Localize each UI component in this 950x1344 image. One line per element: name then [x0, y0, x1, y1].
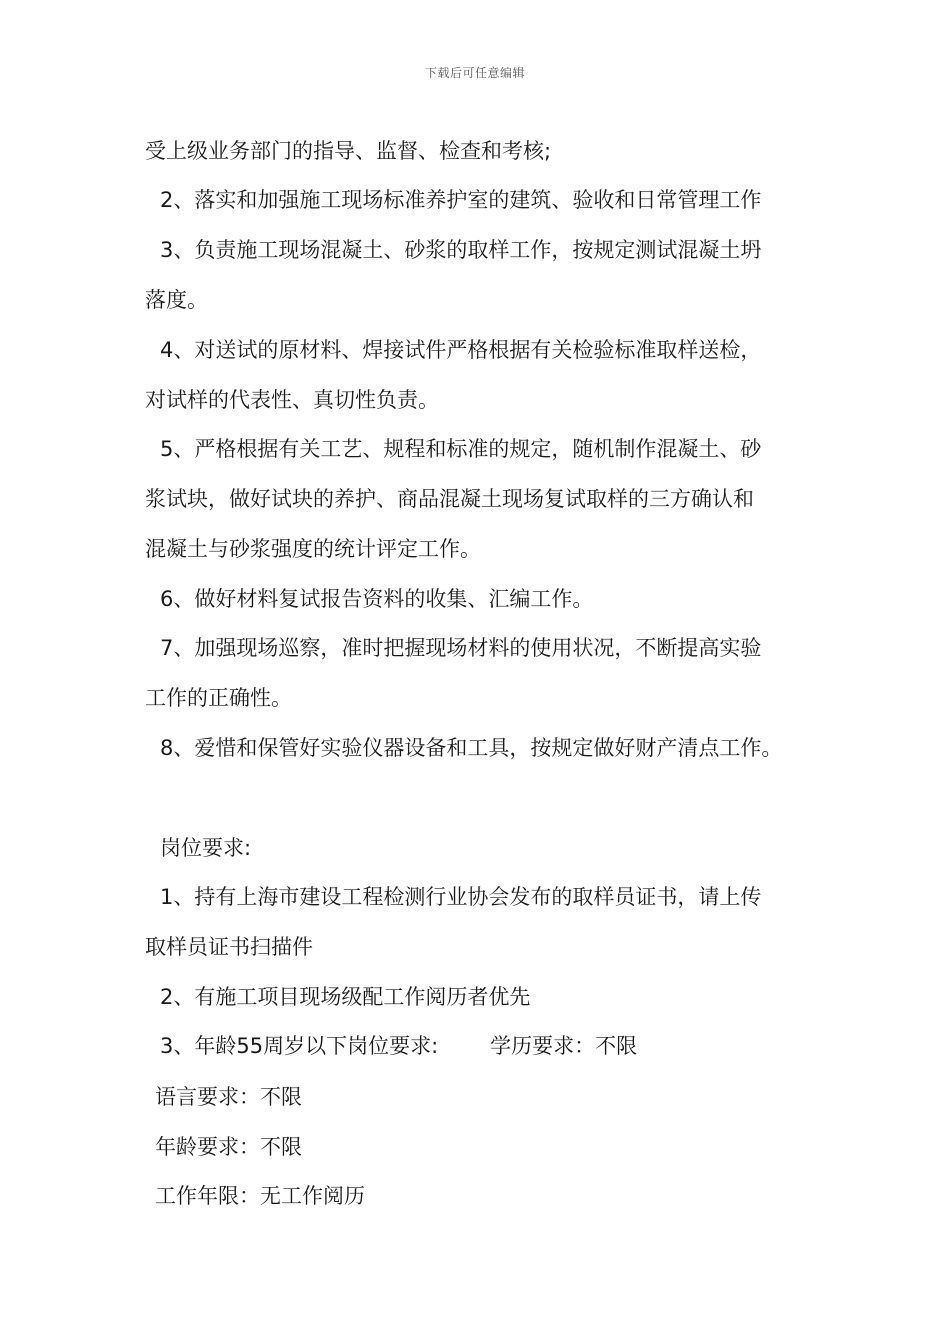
- content-line-7: 5、严格根据有关工艺、规程和标准的规定，随机制作混凝土、砂: [160, 437, 762, 461]
- content-line-5: 4、对送试的原材料、焊接试件严格根据有关检验标准取样送检，: [160, 338, 762, 362]
- content-line-3: 3、负责施工现场混凝土、砂浆的取样工作，按规定测试混凝土坍: [160, 238, 762, 262]
- requirements-heading: 岗位要求:: [160, 836, 252, 860]
- content-line-11: 7、加强现场巡察，准时把握现场材料的使用状况，不断提高实验: [160, 636, 762, 660]
- requirement-item-2: 2、有施工项目现场级配工作阅历者优先: [160, 985, 531, 1009]
- page-header: 下载后可任意编辑: [424, 66, 525, 80]
- content-line-4: 落度。: [145, 288, 208, 312]
- content-line-1: 受上级业务部门的指导、监督、检查和考核;: [145, 139, 552, 163]
- work-years-requirement: 工作年限：无工作阅历: [155, 1184, 365, 1208]
- language-requirement: 语言要求：不限: [155, 1085, 302, 1109]
- content-line-9: 混凝土与砂浆强度的统计评定工作。: [145, 537, 481, 561]
- content-line-12: 工作的正确性。: [145, 686, 292, 710]
- content-line-13: 8、爱惜和保管好实验仪器设备和工具，按规定做好财产清点工作。: [160, 736, 783, 760]
- content-line-2: 2、落实和加强施工现场标准养护室的建筑、验收和日常管理工作: [160, 188, 762, 212]
- age-limit-text: 3、年龄55周岁以下岗位要求:: [160, 1034, 439, 1058]
- requirement-item-1: 1、持有上海市建设工程检测行业协会发布的取样员证书，请上传: [160, 885, 762, 909]
- content-line-6: 对试样的代表性、真切性负责。: [145, 388, 439, 412]
- age-requirement: 年龄要求：不限: [155, 1135, 302, 1159]
- content-line-8: 浆试块，做好试块的养护、商品混凝土现场复试取样的三方确认和: [145, 487, 754, 511]
- education-requirement: 学历要求：不限: [490, 1034, 638, 1058]
- content-line-10: 6、做好材料复试报告资料的收集、汇编工作。: [160, 587, 594, 611]
- requirement-item-1-cont: 取样员证书扫描件: [145, 935, 313, 959]
- requirement-item-3: [160, 1031, 637, 1061]
